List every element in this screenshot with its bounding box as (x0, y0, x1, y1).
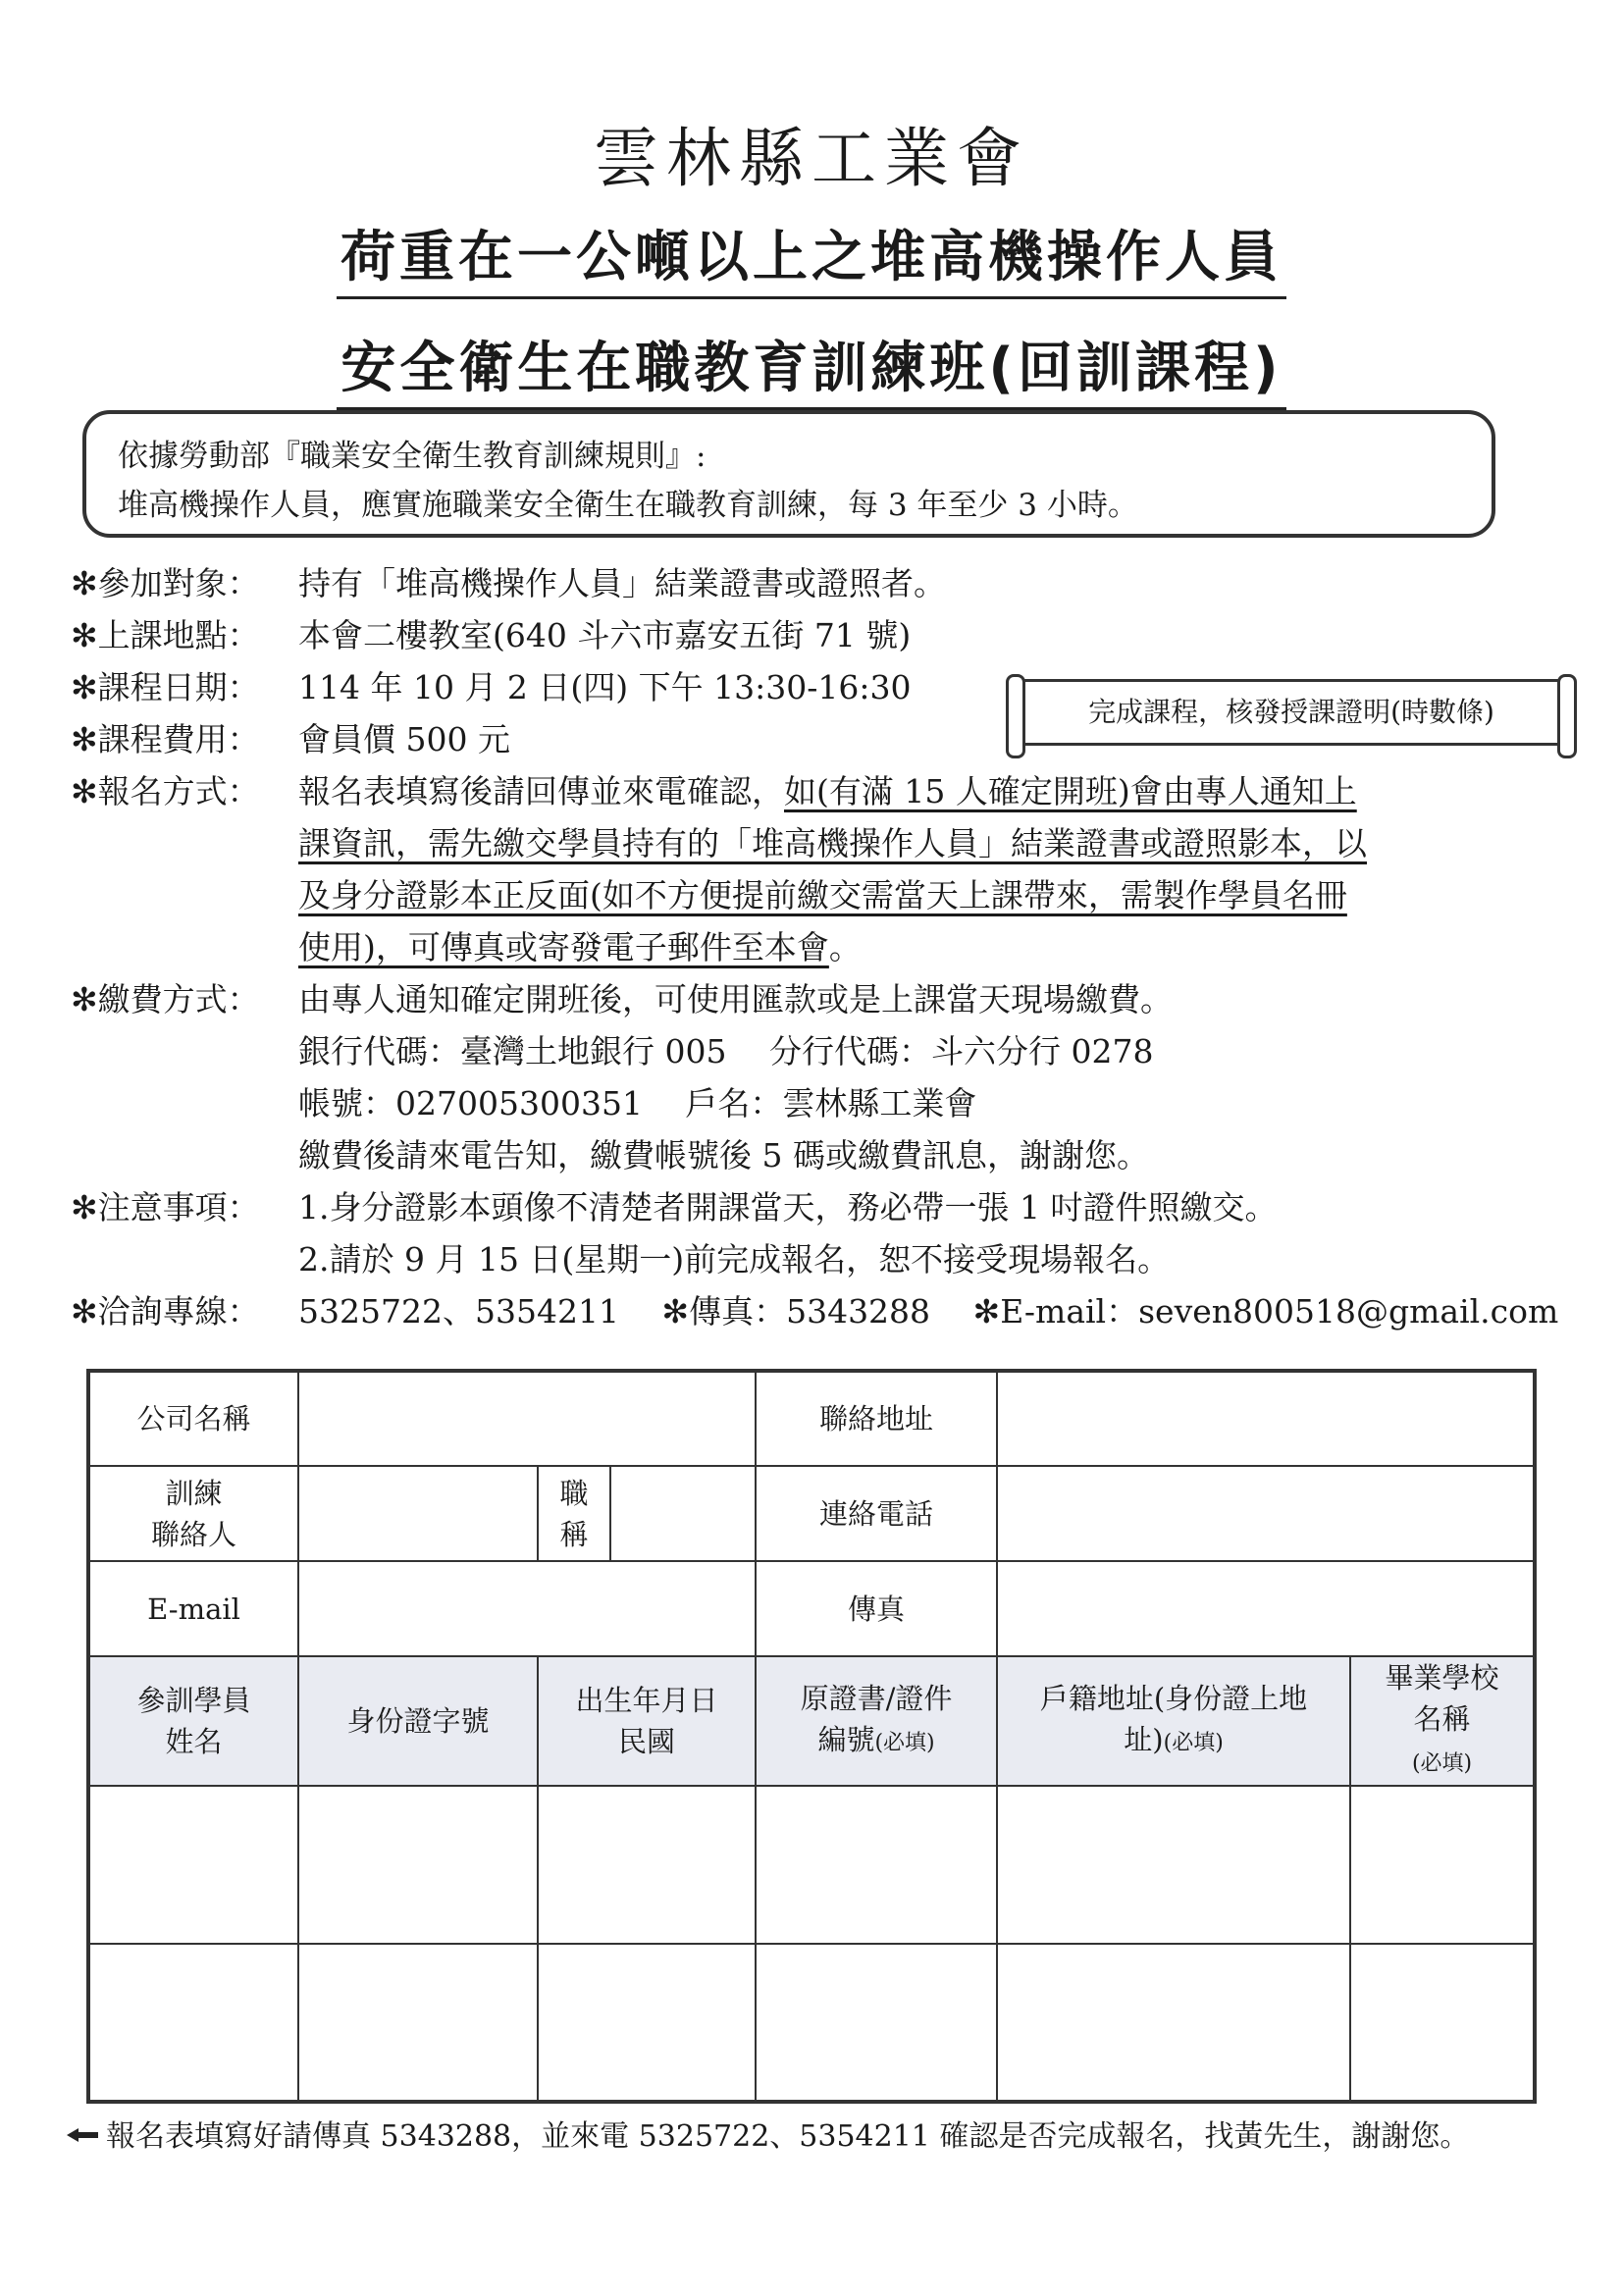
form-header-row (88, 1656, 1535, 1786)
info-payment-bank: 銀行代碼：臺灣土地銀行 005 分行代碼：斗六分行 0278 (298, 1032, 1154, 1070)
trainee-birthdate-cell[interactable] (538, 1944, 756, 2102)
info-registration-line2: 課資訊，需先繳交學員持有的「堆高機操作人員」結業證書或證照影本，以 (298, 824, 1367, 862)
email-label: E-mail (88, 1561, 298, 1656)
info-location-value: 本會二樓教室(640 斗六市嘉安五街 71 號) (298, 616, 912, 654)
trainee-name-cell[interactable] (88, 1786, 298, 1944)
course-title-line1: 荷重在一公噸以上之堆高機操作人員 (337, 214, 1286, 299)
info-contact-value: 5325722、5354211 ✻傳真：5343288 ✻E-mail：seven800518@gmail.com (298, 1292, 1559, 1331)
info-contact (71, 1285, 1562, 1337)
col-school-required: (必填) (1411, 1751, 1473, 1776)
regulation-box (82, 410, 1495, 538)
info-notes (71, 1181, 1562, 1233)
trainee-id-cell[interactable] (298, 1786, 538, 1944)
company-name-field[interactable] (298, 1371, 756, 1466)
info-target-value: 持有「堆高機操作人員」結業證書或證照者。 (298, 564, 946, 602)
col-certificate-number-2: 編號 (817, 1723, 875, 1756)
info-registration-row3 (71, 869, 1562, 921)
trainee-certificate-cell[interactable] (756, 1944, 997, 2102)
col-birthdate (538, 1656, 756, 1786)
info-registration-row4 (71, 921, 1562, 973)
course-title (0, 214, 1623, 436)
trainer-contact-label-2: 聯絡人 (150, 1517, 236, 1551)
form-row-contact (88, 1466, 1535, 1561)
info-date-key: ✻課程日期： (71, 668, 260, 706)
course-title-line2: 安全衛生在職教育訓練班(回訓課程) (337, 325, 1285, 410)
trainee-address-cell[interactable] (997, 1944, 1350, 2102)
col-certificate-number-1: 原證書/證件 (800, 1682, 953, 1715)
col-trainee-name (88, 1656, 298, 1786)
info-date-value: 114 年 10 月 2 日(四) 下午 13:30-16:30 (298, 668, 912, 706)
course-info (71, 557, 1562, 1337)
info-target (71, 557, 1562, 609)
trainee-name-cell[interactable] (88, 1944, 298, 2102)
info-payment-account: 帳號：027005300351 戶名：雲林縣工業會 (298, 1084, 977, 1122)
address-field[interactable] (997, 1371, 1535, 1466)
col-id-number: 身份證字號 (298, 1656, 538, 1786)
info-registration-line4 (298, 921, 862, 973)
col-trainee-name-1: 參訓學員 (136, 1684, 251, 1717)
col-household-address-1: 戶籍地址(身份證上地 (1039, 1682, 1308, 1715)
job-title-label-2: 稱 (559, 1517, 589, 1551)
info-payment-row2 (71, 1025, 1562, 1077)
trainee-id-cell[interactable] (298, 1944, 538, 2102)
info-registration-row2 (71, 817, 1562, 869)
info-notes-row2 (71, 1233, 1562, 1285)
info-registration-line1-plain: 報名表填寫後請回傳並來電確認， (298, 772, 784, 810)
address-label: 聯絡地址 (756, 1371, 997, 1466)
form-row-company (88, 1371, 1535, 1466)
footer-note-text: 報名表填寫好請傳真 5343288，並來電 5325722、5354211 確認是否完成報名，找黃先生，謝謝您。 (106, 2119, 1470, 2154)
form-row-email (88, 1561, 1535, 1656)
job-title-label (538, 1466, 610, 1561)
col-school-2: 名稱 (1413, 1702, 1471, 1736)
trainee-school-cell[interactable] (1350, 1944, 1535, 2102)
info-registration-line4-plain: 。 (828, 928, 862, 966)
info-registration-key: ✻報名方式： (71, 772, 260, 810)
col-household-address-2: 址) (1124, 1723, 1164, 1756)
col-trainee-name-2: 姓名 (165, 1725, 223, 1758)
col-school (1350, 1656, 1535, 1786)
registration-form-table (86, 1369, 1537, 2104)
info-payment-row4 (71, 1129, 1562, 1181)
info-payment (71, 973, 1562, 1025)
trainee-address-cell[interactable] (997, 1786, 1350, 1944)
col-school-1: 畢業學校 (1385, 1661, 1499, 1695)
trainee-certificate-cell[interactable] (756, 1786, 997, 1944)
trainer-contact-label-1: 訓練 (165, 1476, 223, 1510)
info-notes-key: ✻注意事項： (71, 1188, 260, 1226)
info-payment-line1: 由專人通知確定開班後，可使用匯款或是上課當天現場繳費。 (298, 980, 1173, 1018)
trainee-row (88, 1944, 1535, 2102)
info-notes-line1: 1.身分證影本頭像不清楚者開課當天，務必帶一張 1 吋證件照繳交。 (298, 1188, 1278, 1226)
col-birthdate-1: 出生年月日 (575, 1684, 718, 1717)
certificate-scroll-note: 完成課程，核發授課證明(時數條) (1013, 679, 1570, 746)
col-household-required: (必填) (1163, 1731, 1224, 1755)
info-payment-key: ✻繳費方式： (71, 980, 260, 1018)
info-payment-row3 (71, 1077, 1562, 1129)
organization-title: 雲林縣工業會 (594, 121, 1029, 196)
trainee-row (88, 1786, 1535, 1944)
info-payment-notice: 繳費後請來電告知，繳費帳號後 5 碼或繳費訊息，謝謝您。 (298, 1136, 1149, 1174)
info-notes-line2: 2.請於 9 月 15 日(星期一)前完成報名，恕不接受現場報名。 (298, 1240, 1171, 1278)
info-registration (71, 765, 1562, 817)
trainee-school-cell[interactable] (1350, 1786, 1535, 1944)
col-birthdate-2: 民國 (618, 1725, 676, 1758)
job-title-label-1: 職 (559, 1476, 589, 1510)
regulation-line1: 依據勞動部『職業安全衛生教育訓練規則』: (118, 439, 707, 474)
fax-field[interactable] (997, 1561, 1535, 1656)
info-registration-line1 (298, 765, 1357, 817)
col-certificate-required: (必填) (874, 1731, 935, 1755)
pointing-hand-icon (65, 2119, 100, 2154)
info-registration-line3: 及身分證影本正反面(如不方便提前繳交需當天上課帶來，需製作學員名冊 (298, 876, 1347, 914)
company-name-label: 公司名稱 (88, 1371, 298, 1466)
col-household-address (997, 1656, 1350, 1786)
info-fee-value: 會員價 500 元 (298, 720, 510, 758)
phone-label: 連絡電話 (756, 1466, 997, 1561)
trainer-contact-label (88, 1466, 298, 1561)
col-certificate-number (756, 1656, 997, 1786)
trainer-contact-field[interactable] (298, 1466, 538, 1561)
info-registration-line4-underlined: 使用)，可傳真或寄發電子郵件至本會 (298, 928, 829, 966)
phone-field[interactable] (997, 1466, 1535, 1561)
info-target-key: ✻參加對象： (71, 564, 260, 602)
info-location-key: ✻上課地點： (71, 616, 260, 654)
fax-label: 傳真 (756, 1561, 997, 1656)
info-fee-key: ✻課程費用： (71, 720, 260, 758)
info-registration-line1-underlined: 如(有滿 15 人確定開班)會由專人通知上 (784, 772, 1357, 810)
info-contact-key: ✻洽詢專線： (71, 1292, 260, 1331)
footer-note (65, 2112, 1469, 2155)
regulation-line2: 堆高機操作人員，應實施職業安全衛生在職教育訓練，每 3 年至少 3 小時。 (118, 488, 1138, 523)
email-field[interactable] (298, 1561, 756, 1656)
trainee-birthdate-cell[interactable] (538, 1786, 756, 1944)
job-title-field[interactable] (610, 1466, 756, 1561)
info-location (71, 609, 1562, 661)
